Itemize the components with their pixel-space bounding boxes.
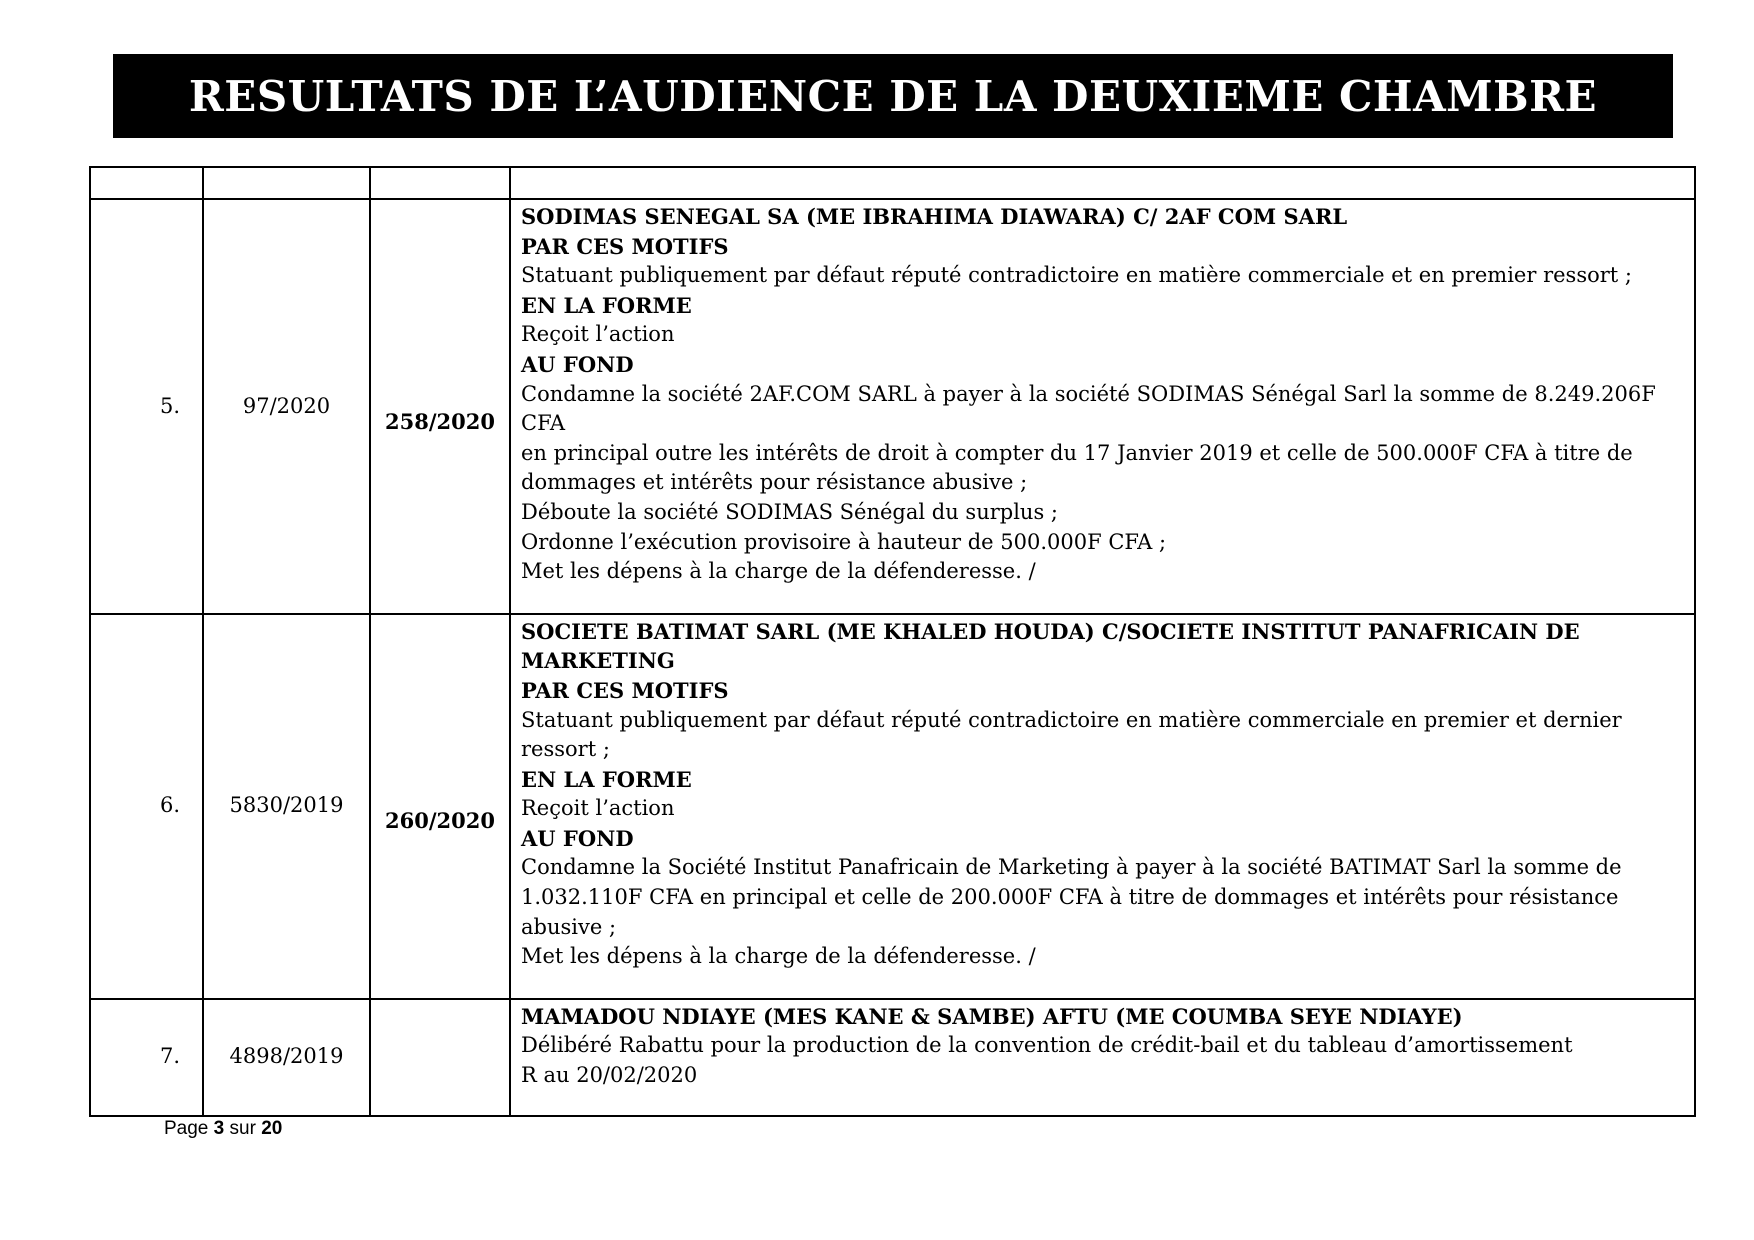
case-heading: EN LA FORME [521,292,692,318]
case-content [510,614,1695,999]
case-text-line: Ordonne l’exécution provisoire à hauteur de 500.000F CFA ; [521,529,1167,554]
case-decision-number: 258/2020 [370,199,510,614]
table-row [90,999,1695,1116]
case-text-line: Déboute la société SODIMAS Sénégal du surplus ; [521,499,1058,524]
case-text-line: Reçoit l’action [521,322,675,347]
results-table [89,166,1696,1117]
case-text-line: dommages et intérêts pour résistance abusive ; [521,470,1028,495]
table-header-row [90,167,1695,199]
page-label: Page [164,1118,209,1139]
case-text-line: Statuant publiquement par défaut réputé contradictoire en matière commerciale en premier et dernier [521,707,1622,732]
case-heading: AU FOND [521,825,634,851]
case-text-line: abusive ; [521,914,617,939]
header-cell-number [90,167,203,199]
header-cell-decision [370,167,510,199]
case-text-line: en principal outre les intérêts de droit à compter du 17 Janvier 2019 et celle de 500.000F CFA à titre de [521,440,1633,465]
header-cell-content [510,167,1695,199]
case-number: 6. [90,614,203,999]
case-text-line: Statuant publiquement par défaut réputé contradictoire en matière commerciale et en premier ressort ; [521,263,1632,288]
case-content [510,199,1695,614]
case-role-number: 5830/2019 [203,614,370,999]
case-decision-number: 260/2020 [370,614,510,999]
table-row [90,199,1695,614]
case-role-number: 4898/2019 [203,999,370,1116]
case-role-number: 97/2020 [203,199,370,614]
case-parties: SOCIETE BATIMAT SARL (ME KHALED HOUDA) C/SOCIETE INSTITUT PANAFRICAIN DE MARKETING [521,618,1580,674]
case-text-line: 1.032.110F CFA en principal et celle de 200.000F CFA à titre de dommages et intérêts pour résistance [521,885,1619,910]
case-text-line: Condamne la Société Institut Panafricain de Marketing à payer à la société BATIMAT Sarl la somme de [521,855,1622,880]
case-parties: SODIMAS SENEGAL SA (ME IBRAHIMA DIAWARA) C/ 2AF COM SARL [521,204,1348,229]
case-text-line: Délibéré Rabattu pour la production de la convention de crédit-bail et du tableau d’amortissement [521,1033,1573,1058]
case-heading: EN LA FORME [521,766,692,792]
header-cell-role [203,167,370,199]
page-total: 20 [261,1118,283,1139]
case-text-line: Reçoit l’action [521,796,675,821]
page-footer [164,1118,282,1140]
case-heading: AU FOND [521,351,634,377]
case-parties: MAMADOU NDIAYE (MES KANE & SAMBE) AFTU (ME COUMBA SEYE NDIAYE) [521,1003,1463,1029]
case-text-line: Met les dépens à la charge de la défenderesse. / [521,944,1036,969]
page-separator: sur [229,1118,256,1139]
page-title: RESULTATS DE L’AUDIENCE DE LA DEUXIEME CHAMBRE [188,71,1598,121]
case-text-line: Met les dépens à la charge de la défenderesse. / [521,559,1036,584]
case-heading: PAR CES MOTIFS [521,233,729,259]
case-decision-number [370,999,510,1116]
case-content [510,999,1695,1116]
case-heading: PAR CES MOTIFS [521,677,729,703]
case-text-line: Condamne la société 2AF.COM SARL à payer à la société SODIMAS Sénégal Sarl la somme de 8.249.206F CFA [521,381,1656,436]
case-number: 5. [90,199,203,614]
case-number: 7. [90,999,203,1116]
table-row [90,614,1695,999]
case-text-line: ressort ; [521,737,610,762]
case-text-line: R au 20/02/2020 [521,1063,698,1088]
page-current: 3 [213,1118,225,1139]
page-banner [113,54,1673,138]
